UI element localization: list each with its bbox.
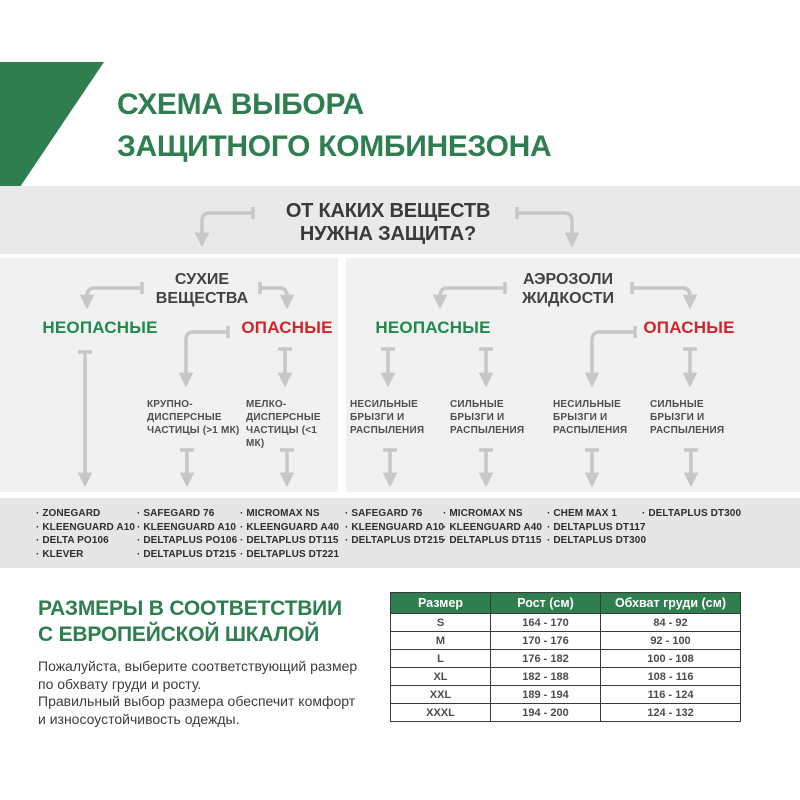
height-cell: 182 - 188 (491, 668, 601, 686)
chest-cell: 100 - 108 (601, 650, 741, 668)
dry-heading-line2: ВЕЩЕСТВА (155, 290, 249, 307)
product-list-4 (345, 507, 444, 548)
chest-cell: 108 - 116 (601, 668, 741, 686)
product-list-2 (137, 507, 237, 561)
size-table-row (391, 614, 741, 632)
brand-accent-shape (0, 62, 104, 187)
height-cell: 164 - 170 (491, 614, 601, 632)
branch-line: ЧАСТИЦЫ (<1 (246, 425, 318, 436)
size-table (390, 592, 741, 722)
page-title (117, 84, 551, 168)
size-cell: XXL (391, 686, 491, 704)
right-danger-label: ОПАСНЫЕ (643, 318, 735, 337)
product-item: · KLEENGUARD A10 (137, 521, 237, 535)
branch-line: СИЛЬНЫЕ (450, 399, 504, 410)
height-cell: 189 - 194 (491, 686, 601, 704)
branch-fine-particles (246, 398, 344, 450)
aerosols-heading (478, 270, 658, 308)
size-table-header-height: Рост (см) (491, 593, 601, 614)
size-table-header-chest: Обхват груди (см) (601, 593, 741, 614)
branch-line: БРЫЗГИ И (350, 412, 405, 423)
size-cell: M (391, 632, 491, 650)
branch-strong-splashes-1 (450, 398, 548, 437)
product-item: · DELTAPLUS DT117 (547, 521, 646, 535)
branch-line: СИЛЬНЫЕ (650, 399, 704, 410)
sizes-title-line2: С ЕВРОПЕЙСКОЙ ШКАЛОЙ (38, 623, 320, 646)
product-item: · DELTAPLUS DT215 (137, 548, 237, 562)
sizes-section-title (38, 596, 342, 648)
dry-heading-line1: СУХИЕ (174, 271, 230, 288)
sizes-description-line: Правильный выбор размера обеспечит комфорт (38, 693, 356, 709)
size-cell: S (391, 614, 491, 632)
product-item: · MICROMAX NS (443, 507, 542, 521)
branch-strong-splashes-2 (650, 398, 748, 437)
branch-weak-splashes-1 (350, 398, 448, 437)
height-cell: 194 - 200 (491, 704, 601, 722)
product-item: · KLEENGUARD A40 (240, 521, 339, 535)
height-cell: 170 - 176 (491, 632, 601, 650)
branch-line: БРЫЗГИ И (553, 412, 608, 423)
dry-substances-heading (112, 270, 292, 308)
question-line2: НУЖНА ЗАЩИТА? (299, 223, 477, 245)
product-list-6 (547, 507, 646, 548)
question-heading (188, 200, 588, 246)
product-list-7 (642, 507, 741, 521)
aerosols-heading-line1: АЭРОЗОЛИ (522, 271, 614, 288)
branch-line: РАСПЫЛЕНИЯ (350, 425, 425, 436)
product-item: · SAFEGARD 76 (137, 507, 237, 521)
product-list-5 (443, 507, 542, 548)
product-item: · DELTAPLUS DT215 (345, 534, 444, 548)
product-item: · KLEENGUARD A40 (443, 521, 542, 535)
branch-line: РАСПЫЛЕНИЯ (553, 425, 628, 436)
size-table-header-row (391, 593, 741, 614)
branch-line: МЕЛКО- (246, 399, 287, 410)
product-item: · KLEVER (36, 548, 135, 562)
branch-line: ЧАСТИЦЫ (>1 МК) (147, 425, 240, 436)
chest-cell: 124 - 132 (601, 704, 741, 722)
chest-cell: 84 - 92 (601, 614, 741, 632)
product-item: · DELTAPLUS DT221 (240, 548, 339, 562)
branch-line: ДИСПЕРСНЫЕ (147, 412, 222, 423)
branch-coarse-particles (147, 398, 245, 437)
branch-line: БРЫЗГИ И (650, 412, 705, 423)
sizes-description-line: по обхвату груди и росту. (38, 675, 202, 692)
size-table-header-size: Размер (391, 593, 491, 614)
product-item: · DELTAPLUS DT115 (443, 534, 542, 548)
chest-cell: 116 - 124 (601, 686, 741, 704)
branch-line: ДИСПЕРСНЫЕ (246, 412, 321, 423)
branch-line: РАСПЫЛЕНИЯ (450, 425, 525, 436)
sizes-title-line1: РАЗМЕРЫ В СООТВЕТСТВИИ (38, 597, 342, 620)
sizes-description (38, 658, 357, 728)
branch-weak-splashes-2 (553, 398, 651, 437)
product-list-1 (36, 507, 135, 561)
question-line1: ОТ КАКИХ ВЕЩЕСТВ (285, 200, 491, 222)
left-danger-label: ОПАСНЫЕ (241, 318, 333, 337)
branch-line: БРЫЗГИ И (450, 412, 505, 423)
size-table-row (391, 632, 741, 650)
page-title-line2: ЗАЩИТНОГО КОМБИНЕЗОНА (117, 130, 552, 163)
size-table-row (391, 686, 741, 704)
product-item: · DELTA PO106 (36, 534, 135, 548)
branch-line: НЕСИЛЬНЫЕ (350, 399, 418, 410)
aerosols-heading-line2: ЖИДКОСТИ (522, 290, 614, 307)
page-title-line1: СХЕМА ВЫБОРА (117, 88, 364, 121)
size-table-row (391, 650, 741, 668)
height-cell: 176 - 182 (491, 650, 601, 668)
size-table-row (391, 704, 741, 722)
product-item: · ZONEGARD (36, 507, 135, 521)
size-cell: XL (391, 668, 491, 686)
size-cell: XXXL (391, 704, 491, 722)
size-table-row (391, 668, 741, 686)
sizes-description-line: и износоустойчивость одежды. (38, 710, 240, 727)
product-item: · DELTAPLUS PO106 (137, 534, 237, 548)
left-safe-label: НЕОПАСНЫЕ (42, 318, 158, 337)
product-item: · MICROMAX NS (240, 507, 339, 521)
chest-cell: 92 - 100 (601, 632, 741, 650)
right-safe-label: НЕОПАСНЫЕ (375, 318, 491, 337)
branch-line: МК) (246, 438, 265, 449)
sizes-description-line: Пожалуйста, выберите соответствующий размер (38, 658, 358, 674)
branch-line: РАСПЫЛЕНИЯ (650, 425, 725, 436)
product-item: · CHEM MAX 1 (547, 507, 646, 521)
product-item: · DELTAPLUS DT300 (547, 534, 646, 548)
branch-line: НЕСИЛЬНЫЕ (553, 399, 621, 410)
product-item: · KLEENGUARD A10 (345, 521, 444, 535)
size-cell: L (391, 650, 491, 668)
product-item: · DELTAPLUS DT300 (642, 507, 741, 521)
product-list-3 (240, 507, 339, 561)
product-item: · DELTAPLUS DT115 (240, 534, 339, 548)
product-item: · SAFEGARD 76 (345, 507, 444, 521)
product-item: · KLEENGUARD A10 (36, 521, 135, 535)
branch-line: КРУПНО- (147, 399, 193, 410)
